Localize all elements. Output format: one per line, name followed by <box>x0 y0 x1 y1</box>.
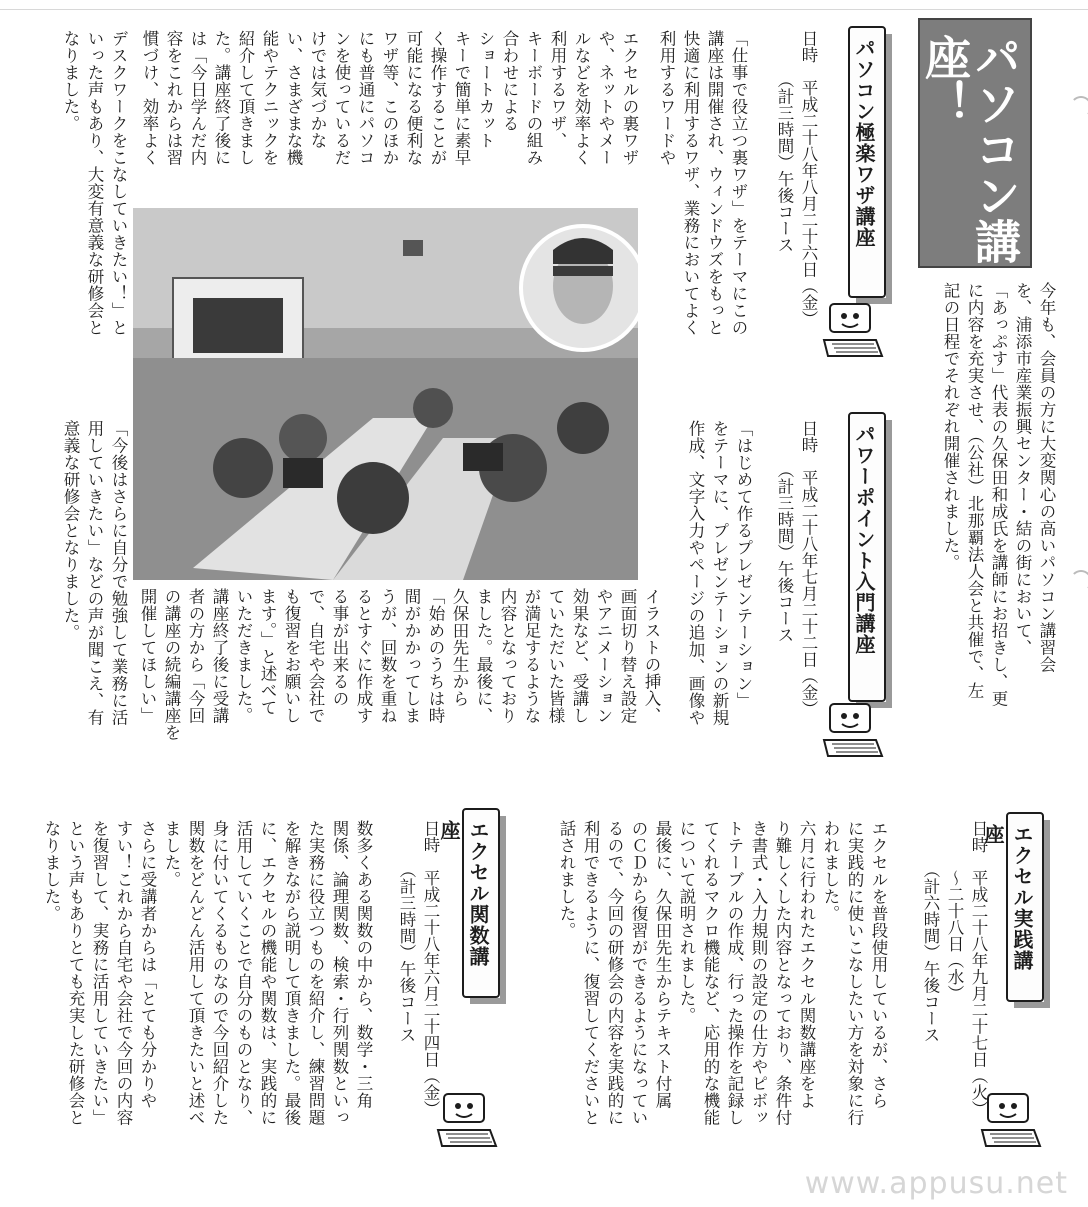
heading-text: パワーポイント入門講座 <box>852 424 876 655</box>
body-line: ショートカット <box>476 30 495 149</box>
body-line: 話されました。 <box>557 820 576 939</box>
date-line: ～二十八日（水） <box>945 820 964 1002</box>
body-line: やアニメーション <box>594 588 613 724</box>
heading-waza <box>848 26 886 298</box>
body-line: を解きながら説明して頂きました。最後 <box>282 820 301 1126</box>
body-line: 能やテクニックを <box>260 30 279 166</box>
body-line: 用していきたい」などの声が聞こえ、有 <box>85 420 104 726</box>
body-line: エクセルの裏ワザ <box>620 30 639 166</box>
body-line: 者の方から「今回 <box>186 588 205 724</box>
body-line: ました。 <box>162 820 181 888</box>
date-line: 日時 平成二十八年九月二十七日（火） <box>969 820 988 1117</box>
body-line: ワザ等、このほか <box>380 30 399 166</box>
body-line: ます。」と述べて <box>258 588 277 716</box>
body-line: た実務に役立つものを紹介し、練習問題 <box>306 820 325 1126</box>
body-line: り難しくした内容となっており、条件付 <box>773 820 792 1126</box>
body-line: 合わせによる <box>500 30 519 132</box>
date-waza <box>760 30 820 370</box>
body-line: 数多くある関数の中から、数学・三角 <box>354 820 373 1109</box>
ppt-body-tail <box>30 420 130 765</box>
body-line: ンを使っているだ <box>332 30 351 166</box>
body-line: さらに受講者からは「とても分かりや <box>138 820 157 1109</box>
body-line: き書式・入力規則の設定の仕方やピボッ <box>749 820 768 1126</box>
intro-line: に内容を充実させ、（公社）北那覇法人会と共催で、左 <box>965 282 984 699</box>
body-line: 効果など、受講し <box>570 588 589 724</box>
body-line: は「今日学んだ内 <box>188 30 207 166</box>
body-line: の講座の続編講座を <box>162 588 181 741</box>
body-line: が満足するような <box>522 588 541 724</box>
body-line: いった声もあり、大変有意義な研修会と <box>85 30 104 336</box>
body-line: 関数をどんどん活用して頂きたいと述べ <box>186 820 205 1126</box>
body-line: について説明されました。 <box>677 820 696 1024</box>
seminar-photo <box>133 208 638 580</box>
body-line: いただきました。 <box>234 588 253 724</box>
body-line: イラストの挿入、 <box>642 588 661 724</box>
heading-text: パソコン極楽ワザ講座 <box>852 38 876 248</box>
waza-body-tail <box>30 30 130 404</box>
body-line: すい！これから自宅や会社で今回の内容 <box>114 820 133 1126</box>
date-excel-practice <box>900 820 990 1160</box>
body-line: 「はじめて作るプレゼンテーション」 <box>734 420 753 709</box>
body-line: てくれるマクロ機能など、応用的な機能 <box>701 820 720 1126</box>
body-line: エクセルを普段使用しているが、さら <box>869 820 888 1109</box>
intro-line: 「あっぷす」代表の久保田和成氏を講師にお招きし、更 <box>989 282 1008 707</box>
heading-excel-practice <box>981 812 1044 1002</box>
body-line: や、ネットやメー <box>596 30 615 166</box>
body-line: 慣づけ、効率よく <box>140 30 159 166</box>
date-line: （計三時間）午後コース <box>775 420 794 643</box>
body-line: に、エクセルの機能や関数は、実践的に <box>258 820 277 1126</box>
classroom-photo-illustration <box>133 208 638 580</box>
body-line: も復習をお願いし <box>282 588 301 724</box>
heading-ppt <box>848 412 886 702</box>
body-line: 開催してほしい」 <box>138 588 157 724</box>
date-line: 日時 平成二十八年八月二十六日（金） <box>799 30 818 327</box>
body-line: 関係、論理関数、検索・行列関数といっ <box>330 820 349 1126</box>
body-line: 利用するワザ、 <box>548 30 567 149</box>
date-line: （計六時間）午後コース <box>921 820 940 1043</box>
body-line: 「今後はさらに自分で勉強して業務に活 <box>109 420 128 726</box>
body-line: 内容となっており <box>498 588 517 724</box>
punch-hole-mark <box>1070 96 1088 118</box>
date-line: 日時 平成二十八年六月二十四日（金） <box>421 820 440 1117</box>
body-line: トテーブルの作成、行った操作を記録し <box>725 820 744 1126</box>
body-line: という声もありとても充実した研修会と <box>66 820 85 1126</box>
watermark: www.appusu.net <box>804 1166 1068 1201</box>
body-line: ルなどを効率よく <box>572 30 591 166</box>
intro-line: 今年も、会員の方に大変関心の高いパソコン講習会 <box>1037 282 1056 673</box>
date-line: （計三時間）午後コース <box>775 30 794 253</box>
body-line: 間がかかってしま <box>402 588 421 724</box>
body-line: るので、今回の研修会の内容を実践的に <box>605 820 624 1126</box>
date-line: 日時 平成二十八年七月二十二日（金） <box>799 420 818 717</box>
body-line: く操作することが <box>428 30 447 166</box>
body-line: 可能になる便利な <box>404 30 423 166</box>
excel-func-body <box>30 820 375 1160</box>
page-top-edge <box>0 0 1088 10</box>
intro-line: を、浦添市産業振興センター・結の街において、 <box>1013 282 1032 656</box>
body-line: 作成、文字入力やページの追加、画像や <box>686 420 705 726</box>
body-line: で、自宅や会社で <box>306 588 325 724</box>
body-line: なりました。 <box>61 30 80 132</box>
body-line: ました。最後に、 <box>474 588 493 724</box>
body-line: デスクワークをこなしていきたい！」と <box>109 30 128 336</box>
ppt-body-long <box>665 420 755 760</box>
ppt-body-short <box>133 588 663 763</box>
date-line: （計三時間）午後コース <box>397 820 416 1043</box>
heading-excel-func <box>437 808 500 998</box>
date-excel-func <box>382 820 442 1160</box>
body-line: を復習して、実務に活用していきたい」 <box>90 820 109 1126</box>
body-line: い、さまざまな機 <box>284 30 303 166</box>
body-line: た。講座終了後に <box>212 30 231 166</box>
waza-body-short <box>133 30 641 208</box>
computer-mascot-icon <box>434 1090 500 1152</box>
body-line: けでは気づかな <box>308 30 327 149</box>
excel-practice-body <box>520 820 890 1160</box>
body-line: 最後に、久保田先生からテキスト付属 <box>653 820 672 1109</box>
body-line: 「始めのうちは時 <box>426 588 445 724</box>
body-line: 快適に利用するワザ、業務においてよく <box>681 30 700 336</box>
body-line: 身に付いてくるものなので今回紹介した <box>210 820 229 1126</box>
body-line: 容をこれからは習 <box>164 30 183 166</box>
body-line: 利用するワードや <box>657 30 676 166</box>
body-line: のＣＤから復習ができるようになってい <box>629 820 648 1126</box>
body-line: 意義な研修会となりました。 <box>61 420 80 641</box>
body-line: をテーマに、プレゼンテーションの新規 <box>710 420 729 726</box>
body-line: 講座終了後に受講 <box>210 588 229 724</box>
body-line: に実践的に使いこなしたい方を対象に行 <box>845 820 864 1126</box>
waza-body-long <box>640 30 750 404</box>
body-line: 講座は開催され、ウィンドウズをもっと <box>705 30 724 336</box>
intro-paragraph <box>918 282 1058 790</box>
date-ppt <box>760 420 820 760</box>
body-line: 紹介して頂きまし <box>236 30 255 166</box>
body-line: 六月に行われたエクセル関数講座をよ <box>797 820 816 1109</box>
body-line: なりました。 <box>42 820 61 922</box>
body-line: 利用できるように、復習してくださいと <box>581 820 600 1126</box>
body-line: 「仕事で役立つ裏ワザ」をテーマにこの <box>729 30 748 336</box>
body-line: 活用していくことで自分のものとなり、 <box>234 820 253 1126</box>
body-line: るとすぐに作成す <box>354 588 373 724</box>
punch-hole-mark <box>1070 570 1088 592</box>
body-line: われました。 <box>821 820 840 922</box>
page-title: パソコン講座！ <box>918 34 1022 264</box>
body-line: うが、回数を重ね <box>378 588 397 724</box>
body-line: る事が出来るの <box>330 588 349 707</box>
body-line: にも普通にパソコ <box>356 30 375 166</box>
heading-text: エクセル関数講座 <box>437 820 490 967</box>
intro-line: 記の日程でそれぞれ開催されました。 <box>941 282 960 571</box>
computer-mascot-icon <box>820 700 886 762</box>
body-line: 久保田先生から <box>450 588 469 707</box>
heading-text: エクセル実践講座 <box>981 824 1034 971</box>
title-banner <box>918 18 1032 268</box>
computer-mascot-icon <box>820 300 886 362</box>
body-line: キーで簡単に素早 <box>452 30 471 166</box>
body-line: ていただいた皆様 <box>546 588 565 724</box>
body-line: キーボードの組み <box>524 30 543 166</box>
body-line: 画面切り替え設定 <box>618 588 637 724</box>
